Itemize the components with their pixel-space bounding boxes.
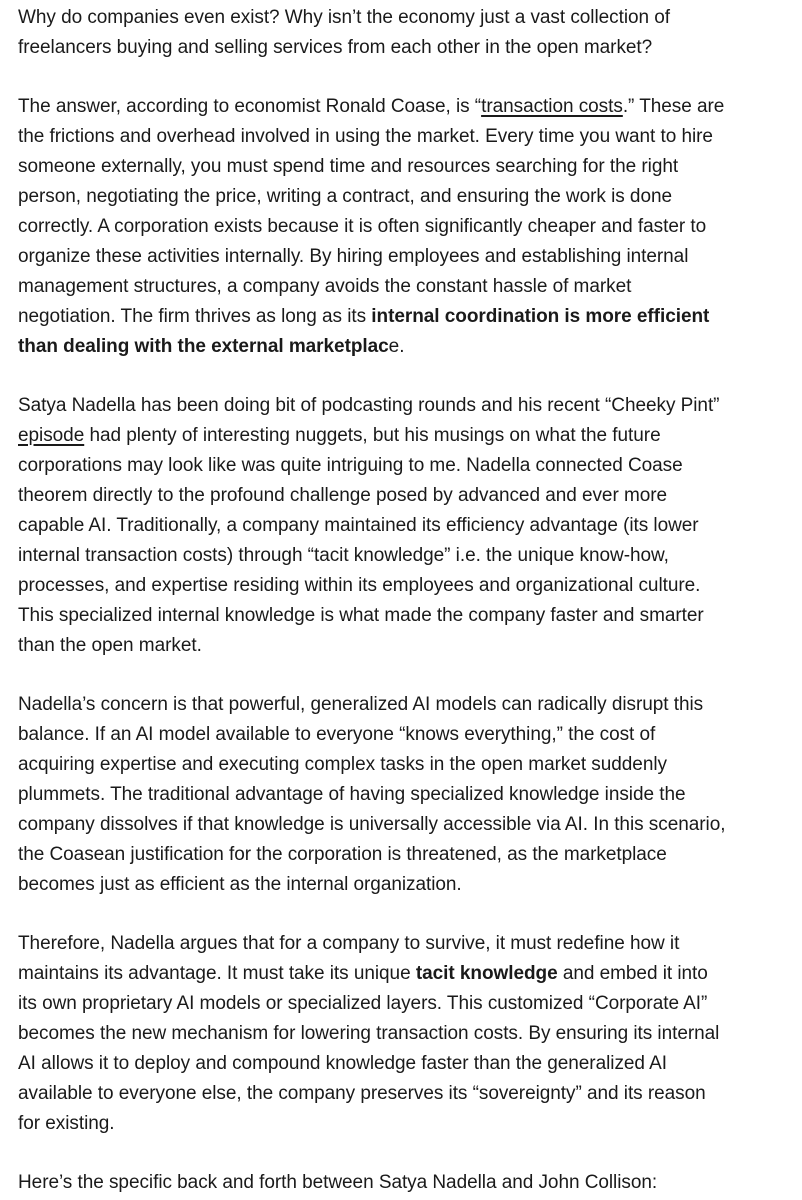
text-line: the Coasean justification for the corporation is threatened, as the marketplace: [18, 844, 667, 865]
paragraph-transition: [18, 1168, 788, 1198]
text-line: for existing.: [18, 1113, 115, 1134]
text-line: internal transaction costs) through “tacit knowledge” i.e. the unique know-how,: [18, 545, 669, 566]
text-line: organize these activities internally. By hiring employees and establishing internal: [18, 246, 689, 267]
text-line: corporations may look like was quite intriguing to me. Nadella connected Coase: [18, 455, 683, 476]
text-line: Nadella’s concern is that powerful, generalized AI models can radically disrupt this: [18, 694, 704, 715]
paragraph-nadella-podcast: [18, 391, 788, 661]
text-line: [18, 332, 788, 362]
bold-emphasis: internal coordination is more efficient: [371, 306, 710, 327]
paragraph-coase: [18, 92, 788, 362]
text-line: becomes just as efficient as the internal organization.: [18, 874, 462, 895]
text-segment: maintains its advantage. It must take its unique: [18, 963, 416, 984]
text-line: the frictions and overhead involved in using the market. Every time you want to hire: [18, 126, 713, 147]
text-line: company dissolves if that knowledge is universally accessible via AI. In this scenario,: [18, 814, 726, 835]
episode-link[interactable]: episode: [18, 425, 85, 446]
text-line: Why do companies even exist? Why isn’t the economy just a vast collection of: [18, 7, 671, 28]
text-segment: e.: [388, 336, 405, 357]
paragraph-intro: [18, 3, 788, 63]
text-segment: and embed it into: [557, 963, 708, 984]
text-line: processes, and expertise residing within its employees and organizational culture.: [18, 575, 701, 596]
text-line: correctly. A corporation exists because it is often significantly cheaper and faster to: [18, 216, 707, 237]
text-segment: .” These are: [622, 96, 725, 117]
text-line: becomes the new mechanism for lowering transaction costs. By ensuring its internal: [18, 1023, 720, 1044]
text-line: capable AI. Traditionally, a company maintained its efficiency advantage (its lower: [18, 515, 699, 536]
paragraph-ai-concern: [18, 690, 788, 900]
bold-emphasis: than dealing with the external marketplac: [18, 336, 389, 357]
text-line: than the open market.: [18, 635, 202, 656]
text-line: AI allows it to deploy and compound knowledge faster than the generalized AI: [18, 1053, 667, 1074]
text-line: [18, 421, 788, 451]
text-line: acquiring expertise and executing complex tasks in the open market suddenly: [18, 754, 667, 775]
text-line: This specialized internal knowledge is what made the company faster and smarter: [18, 605, 704, 626]
text-line: person, negotiating the price, writing a contract, and ensuring the work is done: [18, 186, 672, 207]
text-segment: had plenty of interesting nuggets, but his musings on what the future: [84, 425, 661, 446]
paragraph-corporate-ai: [18, 929, 778, 1139]
bold-emphasis: tacit knowledge: [415, 963, 558, 984]
text-line: its own proprietary AI models or specialized layers. This customized “Corporate AI”: [18, 993, 708, 1014]
text-line: Satya Nadella has been doing bit of podcasting rounds and his recent “Cheeky Pint”: [18, 395, 720, 416]
text-line: someone externally, you must spend time and resources searching for the right: [18, 156, 679, 177]
text-line: [18, 92, 788, 122]
text-line: [18, 302, 788, 332]
text-line: Here’s the specific back and forth between Satya Nadella and John Collison:: [18, 1172, 658, 1193]
text-line: management structures, a company avoids the constant hassle of market: [18, 276, 632, 297]
text-line: available to everyone else, the company preserves its “sovereignty” and its reason: [18, 1083, 706, 1104]
text-line: [18, 959, 778, 989]
text-line: balance. If an AI model available to everyone “knows everything,” the cost of: [18, 724, 656, 745]
transaction-costs-link[interactable]: transaction costs: [481, 96, 623, 117]
text-line: plummets. The traditional advantage of having specialized knowledge inside the: [18, 784, 686, 805]
text-segment: negotiation. The firm thrives as long as its: [18, 306, 372, 327]
text-segment: The answer, according to economist Ronald Coase, is “: [18, 96, 482, 117]
text-line: Therefore, Nadella argues that for a company to survive, it must redefine how it: [18, 933, 680, 954]
text-line: theorem directly to the profound challenge posed by advanced and ever more: [18, 485, 668, 506]
text-line: freelancers buying and selling services from each other in the open market?: [18, 37, 653, 58]
